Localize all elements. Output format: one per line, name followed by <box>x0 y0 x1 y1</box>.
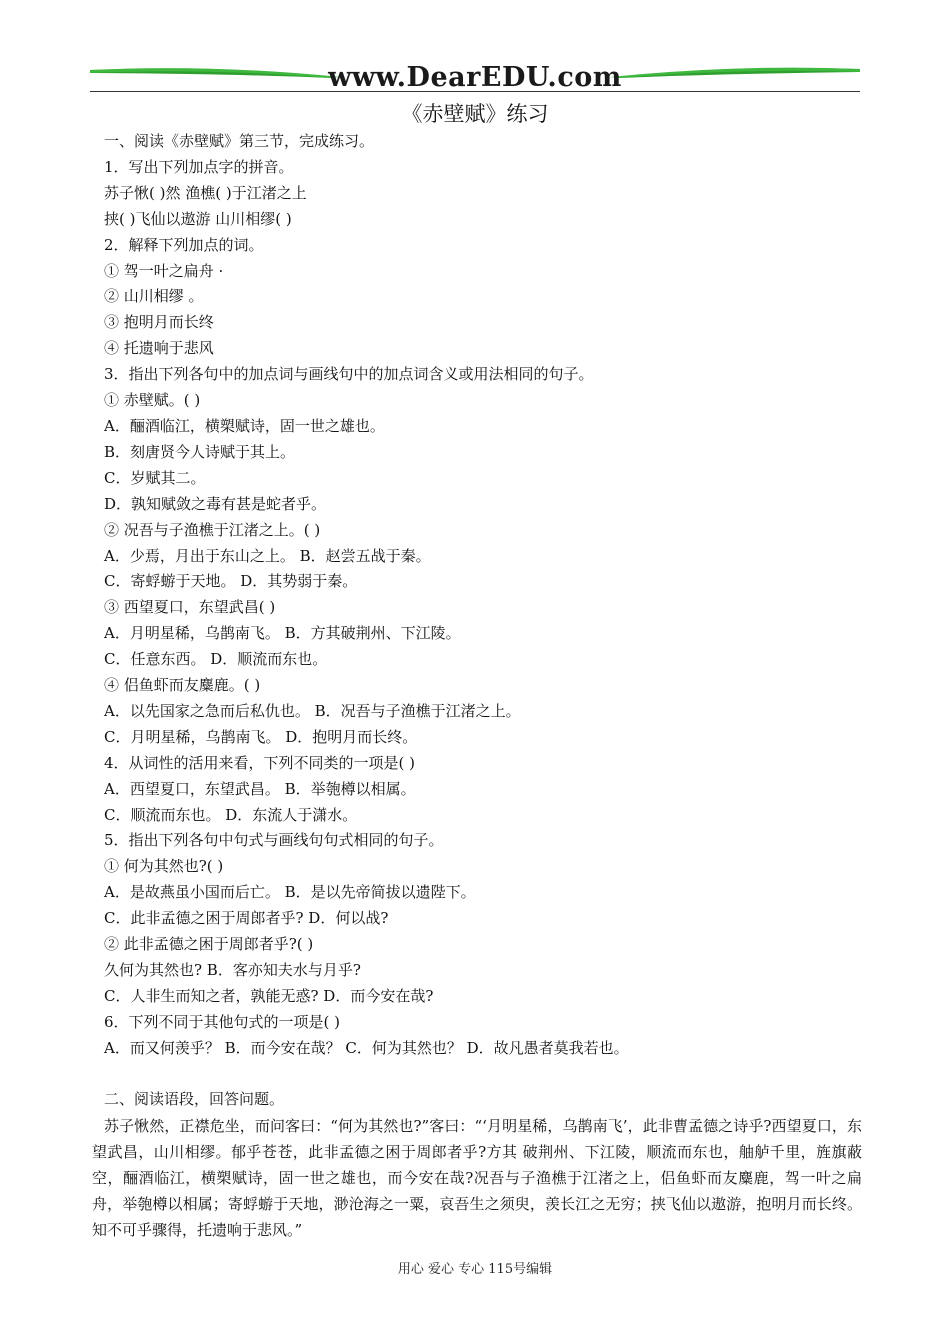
exercise-line: C．寄蜉蝣于天地。 D．其势弱于秦。 <box>104 572 358 591</box>
exercise-line: A．少焉，月出于东山之上。 B．赵尝五战于秦。 <box>104 546 431 565</box>
exercise-line: ④ 托遗响于悲风 <box>104 339 214 358</box>
exercise-line: ① 驾一叶之扁舟 · <box>104 261 224 280</box>
exercise-line: ① 赤壁赋。( ) <box>104 391 201 410</box>
exercise-line: C．顺流而东也。 D．东流人于潇水。 <box>104 805 358 824</box>
exercise-line: B．刻唐贤今人诗赋于其上。 <box>104 442 296 461</box>
exercise-line: 6．下列不同于其他句式的一项是( ) <box>104 1012 341 1031</box>
exercise-line: ④ 侣鱼虾而友麋鹿。( ) <box>104 676 261 695</box>
exercise-line: 久何为其然也? B．客亦知夫水与月乎? <box>104 961 361 979</box>
exercise-line: C．月明星稀，乌鹊南飞。 D．抱明月而长终。 <box>104 727 418 746</box>
site-logo-text[interactable]: www.DearEDU.com <box>328 62 622 93</box>
exercise-line: A．月明星稀，乌鹊南飞。 B．方其破荆州、下江陵。 <box>104 624 461 643</box>
part-one-heading: 一、阅读《赤壁赋》第三节，完成练习。 <box>104 132 375 150</box>
exercise-line: D．孰知赋敛之毒有甚是蛇者乎。 <box>104 494 327 513</box>
exercise-part-two <box>92 1087 862 1243</box>
exercise-line: C．任意东西。 D．顺流而东也。 <box>104 650 328 669</box>
exercise-line: A．以先国家之急而后私仇也。 B．况吾与子渔樵于江渚之上。 <box>104 701 521 720</box>
exercise-line: 3．指出下列各句中的加点词与画线句中的加点词含义或用法相同的句子。 <box>104 365 594 384</box>
exercise-line: C．岁赋其二。 <box>104 468 206 487</box>
part-two-heading: 二、阅读语段，回答问题。 <box>104 1090 285 1108</box>
exercise-line: A．酾酒临江，横槊赋诗，固一世之雄也。 <box>104 416 385 435</box>
exercise-line: ① 何为其然也?( ) <box>104 857 224 876</box>
exercise-line: ② 此非孟德之困于周郎者乎?( ) <box>104 935 314 954</box>
header-divider <box>90 91 860 92</box>
exercise-line: 挟( )飞仙以遨游 山川相缪( ) <box>104 209 292 228</box>
exercise-line: C．此非孟德之困于周郎者乎? D．何以战? <box>104 909 389 928</box>
exercise-line: ② 况吾与子渔樵于江渚之上。( ) <box>104 520 321 539</box>
exercise-line: A．是故燕虽小国而后亡。 B．是以先帝简拔以遗陛下。 <box>104 883 476 902</box>
site-header-banner <box>90 60 860 94</box>
exercise-line: A．而又何羡乎？ B．而今安在哉？ C．何为其然也？ D．故凡愚者莫我若也。 <box>104 1038 629 1057</box>
exercise-line: A．西望夏口，东望武昌。 B．举匏樽以相属。 <box>104 779 416 798</box>
exercise-part-one <box>104 129 864 1062</box>
exercise-line: C．人非生而知之者，孰能无惑? D．而今安在哉? <box>104 986 434 1005</box>
exercise-line: ③ 西望夏口，东望武昌( ) <box>104 598 276 617</box>
exercise-line: 5．指出下列各句中句式与画线句句式相同的句子。 <box>104 831 444 850</box>
reading-passage: 苏子愀然，正襟危坐，而问客曰：“何为其然也?”客曰：“‘月明星稀，乌鹊南飞’，此非曹孟德之诗乎?西望夏口，东望武昌，山川相缪。郁乎苍苍，此非孟德之困于周郎者乎?方其 破荆州、下江陵，顺流而东也，舳舻千里，旌旗蔽空，酾酒临江，横槊赋诗，固一世之雄也，而今安在哉?况吾与子渔樵于江渚之上，侣鱼虾而友麋鹿，驾一叶之扁舟，举匏樽以相属；寄蜉蝣于天地，渺沧海之一粟，哀吾生之须臾，羡长江之无穷；挟飞仙以遨游，抱明月而长终。知不可乎骤得，托遗响于悲风。” <box>92 1116 862 1239</box>
exercise-line: ② 山川相缪 。 <box>104 287 204 306</box>
exercise-line: 4．从词性的活用来看，下列不同类的一项是( ) <box>104 753 416 772</box>
page-footer: 用心 爱心 专心 115号编辑 <box>397 1262 553 1277</box>
page-title: 《赤壁赋》练习 <box>401 102 549 126</box>
exercise-line: ③ 抱明月而长终 <box>104 313 214 332</box>
exercise-line: 2．解释下列加点的词。 <box>104 235 264 254</box>
exercise-line: 1．写出下列加点字的拼音。 <box>104 157 294 176</box>
exercise-line: 苏子愀( )然 渔樵( )于江渚之上 <box>104 183 307 202</box>
